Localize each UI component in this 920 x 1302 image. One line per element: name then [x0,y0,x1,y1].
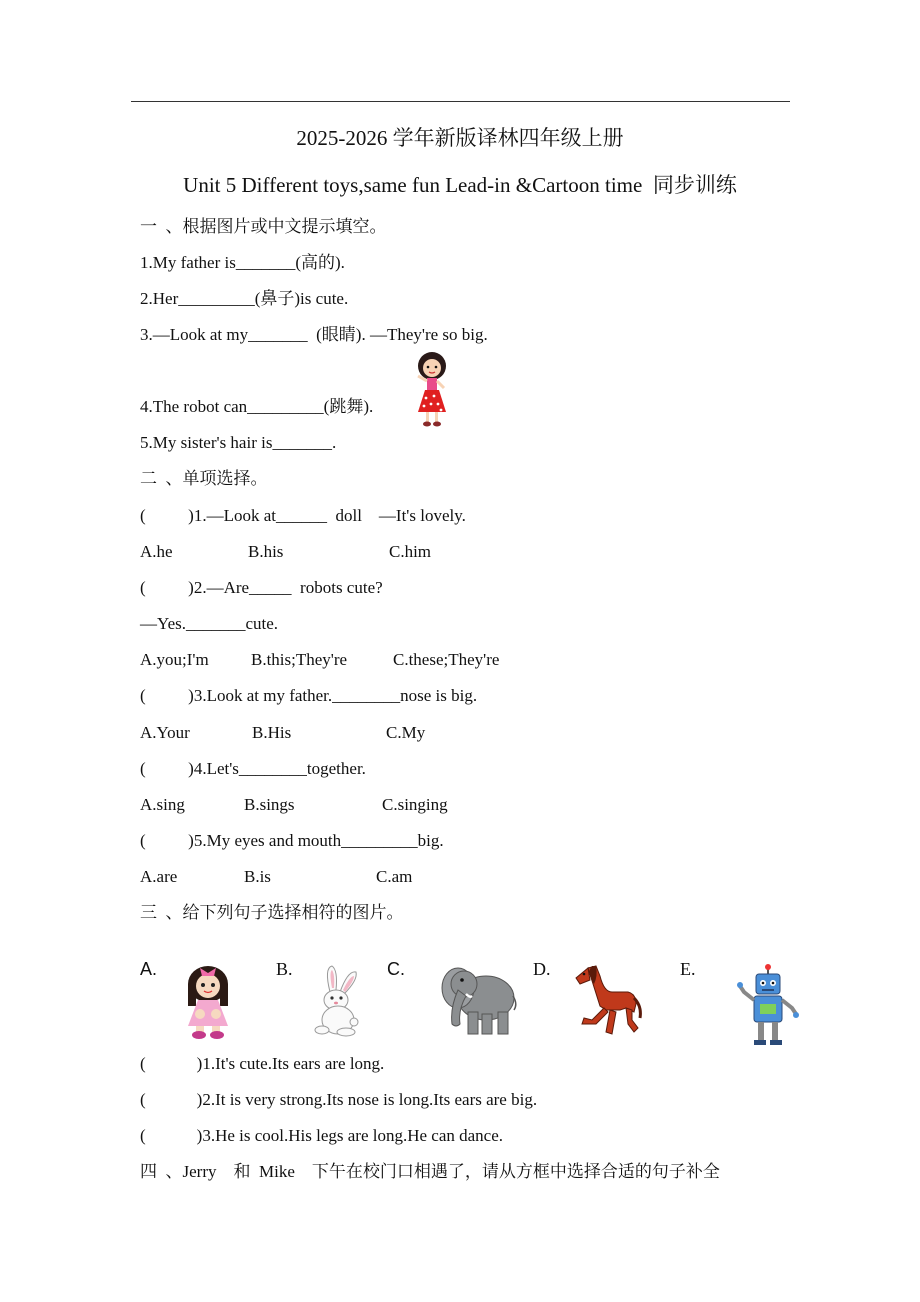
rabbit-icon [304,964,366,1038]
q5-stem: ( )5.My eyes and mouth_________big. [140,831,444,850]
q1-option-a: A.he [140,542,173,561]
section3-item-3: ( )3.He is cool.His legs are long.He can dance. [140,1126,504,1145]
q5-option-b: B.is [244,867,271,886]
q3-option-a: A.Your [140,723,190,742]
picture-label-c: C. [387,959,405,979]
section2-heading: 二 、单项选择。 [140,469,268,488]
q3-stem: ( )3.Look at my father.________nose is big. [140,686,478,705]
section3-heading: 三 、给下列句子选择相符的图片。 [140,903,404,922]
q1-option-c: C.him [389,542,432,561]
page-title: 2025-2026 学年新版译林四年级上册 [296,126,624,150]
q2-reply: —Yes._______cute. [140,614,279,633]
section4-heading: 四 、Jerry 和 Mike 下午在校门口相遇了，请从方框中选择合适的句子补全 [140,1162,720,1181]
q4-option-a: A.sing [140,795,185,814]
section3-item-1: ( )1.It's cute.Its ears are long. [140,1054,385,1073]
header-rule [131,101,790,102]
q2-stem: ( )2.—Are_____ robots cute? [140,578,383,597]
q1-stem: ( )1.—Look at______ doll —It's lovely. [140,506,466,525]
section1-item-4: 4.The robot can_________(跳舞). [140,397,374,416]
q2-option-b: B.this;They're [251,650,348,669]
q3-option-c: C.My [386,723,426,742]
q5-option-c: C.am [376,867,413,886]
page-subtitle: Unit 5 Different toys,same fun Lead-in &Cartoon time 同步训练 [183,173,737,197]
doll-icon [178,960,238,1040]
picture-label-e: E. [680,959,696,979]
section3-item-2: ( )2.It is very strong.Its nose is long.Its ears are big. [140,1090,538,1109]
q2-option-c: C.these;They're [393,650,500,669]
picture-label-b: B. [276,959,293,979]
q4-option-c: C.singing [382,795,448,814]
q5-option-a: A.are [140,867,178,886]
robot-icon [736,964,800,1048]
girl-image [408,348,456,430]
picture-label-a: A. [140,959,158,979]
q4-option-b: B.sings [244,795,295,814]
q2-option-a: A.you;I'm [140,650,209,669]
section1-heading: 一 、根据图片或中文提示填空。 [140,217,387,236]
picture-label-d: D. [533,959,551,979]
section1-item-1: 1.My father is_______(高的). [140,253,345,272]
q3-option-b: B.His [252,723,292,742]
section1-item-5: 5.My sister's hair is_______. [140,433,337,452]
section1-item-2: 2.Her_________(鼻子)is cute. [140,289,349,308]
q4-stem: ( )4.Let's________together. [140,759,366,778]
section1-item-3: 3.—Look at my_______ (眼睛). —They're so big. [140,325,488,344]
horse-icon [570,962,642,1038]
q1-option-b: B.his [248,542,284,561]
elephant-icon [436,958,518,1040]
